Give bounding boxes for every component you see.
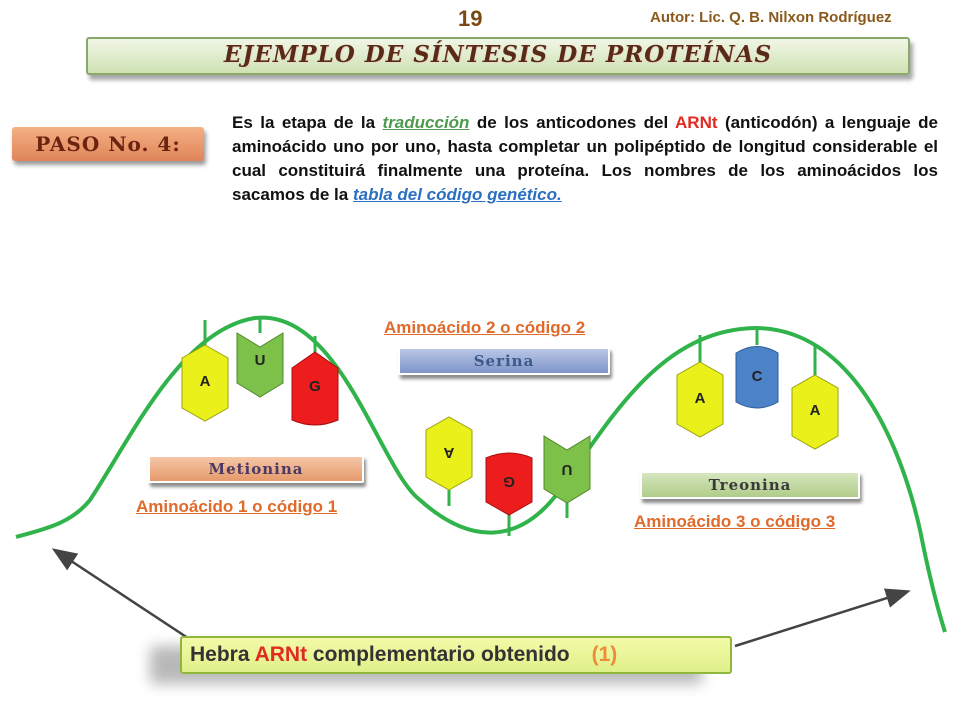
strand-title (190, 643, 617, 666)
base-letter: G (309, 378, 321, 395)
traduccion-link[interactable]: traducción (382, 113, 470, 132)
aa-name: Metionina (208, 460, 304, 478)
arrow-right (735, 592, 906, 646)
aa-label-3: Aminoácido 3 o código 3 (634, 512, 836, 531)
step-label: PASO No. 4: (35, 132, 181, 156)
desc-text-2: de los anticodones del (469, 113, 676, 132)
aa-name: Serina (473, 352, 535, 370)
strand-banner (180, 636, 732, 674)
desc-text-3: (anticodón) a lenguaje de aminoácido uno por uno, hasta completar un polipéptido de longitud considerable el cual constituirá finalmente una proteína. Los nombres de los aminoácidos los sacamos de la (232, 113, 939, 204)
base-letter: A (443, 444, 455, 461)
base-letter: A (809, 402, 821, 419)
aa-banner-metionina (148, 455, 364, 483)
base-letter: U (561, 461, 573, 478)
strand-arnt: ARNt (254, 643, 308, 666)
page-title: EJEMPLO DE SÍNTESIS DE PROTEÍNAS (223, 41, 773, 68)
aa-banner-serina (398, 347, 610, 375)
aa-name: Treonina (708, 476, 792, 494)
aa-label-2: Aminoácido 2 o código 2 (384, 318, 586, 337)
arnt-highlight: ARNt (675, 113, 718, 132)
strand-suffix: complementario obtenido (307, 643, 570, 666)
aa-banner-treonina (640, 471, 860, 499)
base-letter: A (694, 390, 706, 407)
strand-number: (1) (591, 643, 618, 666)
codon-2 (426, 417, 590, 536)
base-letter: G (503, 473, 515, 490)
base-letter: A (199, 373, 211, 390)
codon-1 (182, 318, 338, 425)
arrow-left (56, 551, 200, 646)
codon-3 (677, 328, 838, 449)
base-letter: U (254, 352, 266, 369)
desc-text-1: Es la etapa de la (232, 113, 383, 132)
page-number: 19 (458, 6, 483, 31)
tabla-codigo-link[interactable]: tabla del código genético. (352, 185, 562, 204)
aa-label-1: Aminoácido 1 o código 1 (136, 497, 338, 516)
base-letter: C (751, 368, 763, 385)
strand-prefix: Hebra (190, 643, 255, 666)
author-credit: Autor: Lic. Q. B. Nilxon Rodríguez (650, 9, 892, 26)
